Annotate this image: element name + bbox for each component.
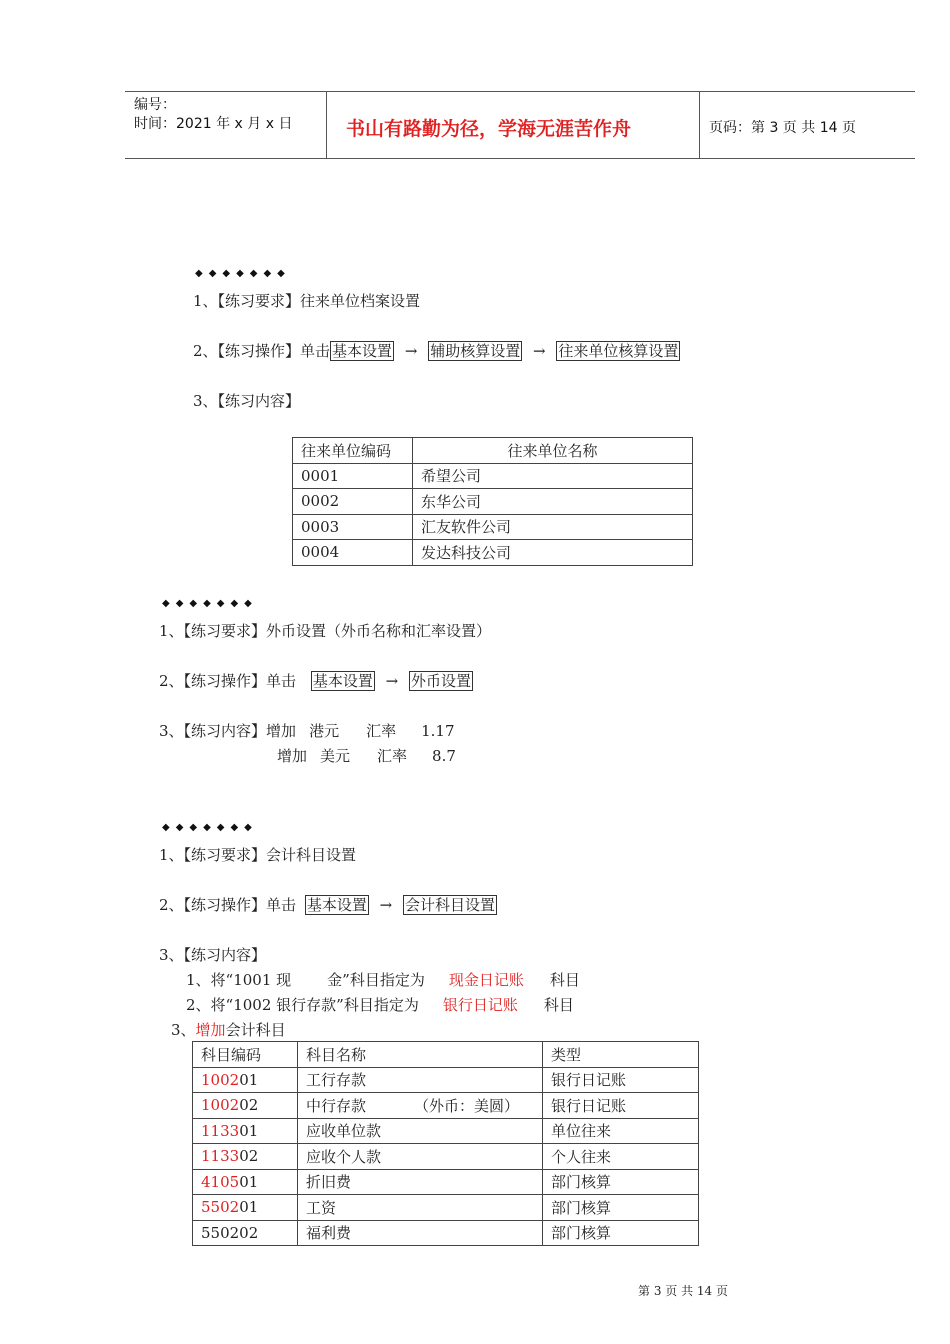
subject-name: 折旧费: [298, 1169, 543, 1195]
content-item-2: [186, 994, 574, 1015]
rate-label: 汇率: [377, 747, 408, 765]
header-top-rule: [125, 91, 915, 92]
table-row: [193, 1118, 699, 1144]
subject-code: 100202: [193, 1093, 298, 1119]
subject-name: 工行存款: [298, 1067, 543, 1093]
subject-code: 550202: [193, 1220, 298, 1246]
item-text: 金”科目指定为: [327, 971, 425, 989]
arrow-icon: →: [533, 342, 546, 360]
highlight-text: 银行日记账: [442, 996, 518, 1014]
action-text: 增加: [277, 747, 308, 765]
subject-name: 福利费: [298, 1220, 543, 1246]
exercise-requirement: 1、【练习要求】外币设置（外币名称和汇率设置）: [159, 622, 492, 640]
basic-settings-button[interactable]: 基本设置: [312, 672, 373, 690]
operation-prefix: 2、【练习操作】单击: [193, 342, 331, 360]
table-row: [293, 463, 693, 489]
exercise-content: [159, 720, 455, 741]
exercise-requirement: 1、【练习要求】往来单位档案设置: [193, 292, 421, 310]
subject-note: （外币：美圆）: [414, 1096, 520, 1115]
content-prefix: 3、【练习内容】: [159, 722, 267, 740]
table-row: [193, 1169, 699, 1195]
exercise-operation: [159, 894, 497, 915]
highlight-text: 现金日记账: [448, 971, 524, 989]
subject-code: 113302: [193, 1144, 298, 1170]
table-row: [193, 1195, 699, 1221]
operation-prefix: 2、【练习操作】单击: [159, 672, 297, 690]
table-row: [193, 1067, 699, 1093]
exercise-requirement: 1、【练习要求】会计科目设置: [159, 846, 357, 864]
rate-label: 汇率: [366, 722, 397, 740]
subject-type: 个人往来: [543, 1144, 699, 1170]
item-text: 科目: [543, 996, 574, 1014]
item-text: 科目: [549, 971, 580, 989]
subject-type: 银行日记账: [543, 1093, 699, 1119]
subject-code: 113301: [193, 1118, 298, 1144]
subject-name: 中行存款 （外币：美圆）: [298, 1093, 543, 1119]
account-subject-table: [192, 1041, 699, 1246]
exercise-operation: [159, 670, 473, 691]
subject-name: 应收个人款: [298, 1144, 543, 1170]
item-text: 会计科目: [225, 1021, 286, 1039]
table-row: [293, 489, 693, 515]
partner-unit-accounting-button[interactable]: 往来单位核算设置: [558, 342, 679, 360]
foreign-currency-settings-button[interactable]: 外币设置: [410, 672, 471, 690]
operation-prefix: 2、【练习操作】单击: [159, 896, 297, 914]
header-time-label: 时间：2021 年 x 月 x 日: [134, 116, 293, 132]
table-row: [193, 1144, 699, 1170]
rate-value: 8.7: [432, 747, 456, 765]
subject-name: 应收单位款: [298, 1118, 543, 1144]
column-header: 类型: [543, 1042, 699, 1068]
exercise-content: 3、【练习内容】: [193, 392, 301, 410]
exercise-operation: [193, 340, 680, 361]
column-header: 往来单位名称: [413, 438, 693, 464]
unit-name: 东华公司: [413, 489, 693, 515]
page-footer: 第 3 页 共 14 页: [638, 1284, 728, 1298]
subject-name: 工资: [298, 1195, 543, 1221]
unit-name: 希望公司: [413, 463, 693, 489]
action-text: 增加: [266, 722, 297, 740]
currency-name: 港元: [309, 722, 340, 740]
header-page-label: 页码：第 3 页 共 14 页: [709, 120, 856, 136]
unit-code: 0003: [293, 514, 413, 540]
auxiliary-accounting-button[interactable]: 辅助核算设置: [430, 342, 521, 360]
header-divider: [326, 91, 327, 158]
currency-name: 美元: [320, 747, 351, 765]
section-divider-diamonds: ◆◆◆◆◆◆◆: [162, 598, 258, 609]
exercise-content-line2: [277, 745, 456, 766]
table-row: [193, 1220, 699, 1246]
subject-code: 550201: [193, 1195, 298, 1221]
arrow-icon: →: [385, 672, 399, 690]
header-motto: 书山有路勤为径，学海无涯苦作舟: [346, 118, 632, 140]
table-row: [293, 540, 693, 566]
subject-type: 银行日记账: [543, 1067, 699, 1093]
section-divider-diamonds: ◆◆◆◆◆◆◆: [195, 268, 291, 279]
item-text: 2、将“1002 银行存款”科目指定为: [186, 996, 419, 1014]
arrow-icon: →: [379, 896, 393, 914]
table-row: [193, 1093, 699, 1119]
subject-code: 100201: [193, 1067, 298, 1093]
table-header-row: [193, 1042, 699, 1068]
rate-value: 1.17: [421, 722, 455, 740]
arrow-icon: →: [404, 342, 418, 360]
unit-code: 0002: [293, 489, 413, 515]
header-divider: [699, 91, 700, 158]
content-item-3: [171, 1019, 286, 1040]
account-subject-settings-button[interactable]: 会计科目设置: [404, 896, 495, 914]
basic-settings-button[interactable]: 基本设置: [332, 342, 393, 360]
column-header: 科目名称: [298, 1042, 543, 1068]
basic-settings-button[interactable]: 基本设置: [306, 896, 367, 914]
partner-unit-table: [292, 437, 693, 566]
subject-type: 部门核算: [543, 1195, 699, 1221]
unit-code: 0001: [293, 463, 413, 489]
subject-code: 410501: [193, 1169, 298, 1195]
subject-type: 部门核算: [543, 1220, 699, 1246]
section-divider-diamonds: ◆◆◆◆◆◆◆: [162, 822, 258, 833]
table-header-row: [293, 438, 693, 464]
table-row: [293, 514, 693, 540]
header-bottom-rule: [125, 158, 915, 159]
exercise-content: 3、【练习内容】: [159, 946, 267, 964]
header-number-label: 编号：: [134, 97, 176, 113]
content-item-1: [186, 969, 580, 990]
column-header: 往来单位编码: [293, 438, 413, 464]
unit-code: 0004: [293, 540, 413, 566]
column-header: 科目编码: [193, 1042, 298, 1068]
item-text: 1、将“1001 现: [186, 971, 292, 989]
subject-type: 单位往来: [543, 1118, 699, 1144]
item-text: 3、: [171, 1021, 196, 1039]
unit-name: 发达科技公司: [413, 540, 693, 566]
subject-type: 部门核算: [543, 1169, 699, 1195]
unit-name: 汇友软件公司: [413, 514, 693, 540]
highlight-text: 增加: [195, 1021, 226, 1039]
